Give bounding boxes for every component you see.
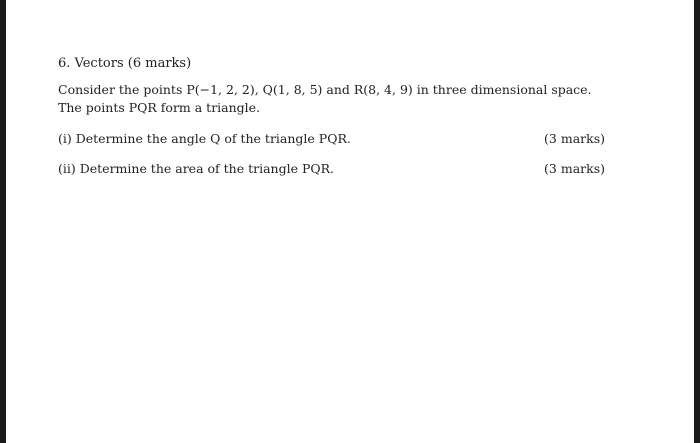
question-heading: 6. Vectors (6 marks) <box>58 56 192 71</box>
question-intro: Consider the points P(−1, 2, 2), Q(1, 8, 5) and R(8, 4, 9) in three dimensional space. The points PQR form a triangle. <box>58 82 592 115</box>
question-part-text: (ii) Determine the area of the triangle PQR. <box>58 161 334 176</box>
question-part-marks: (3 marks) <box>544 131 605 146</box>
question-part-text: (i) Determine the angle Q of the triangle PQR. <box>58 131 351 146</box>
question-part-marks: (3 marks) <box>544 161 605 176</box>
document-page <box>6 0 694 443</box>
right-dark-border <box>694 0 700 443</box>
